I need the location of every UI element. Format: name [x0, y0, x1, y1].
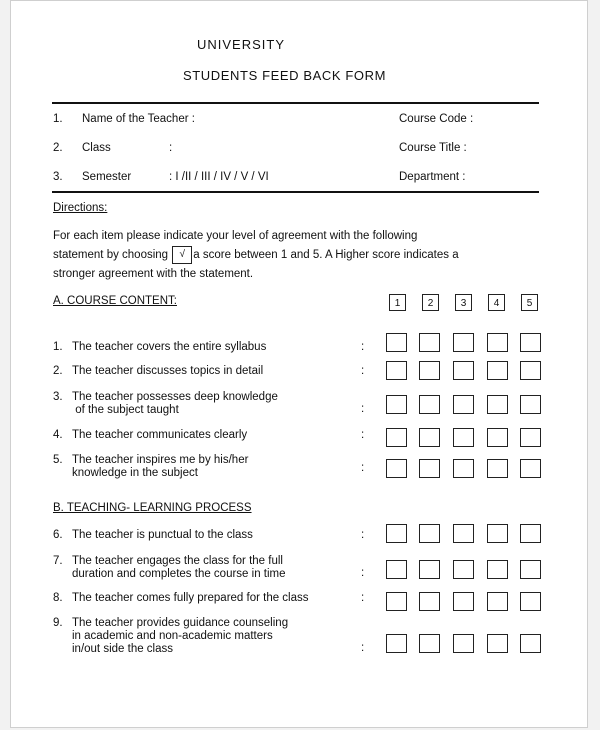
item-text	[72, 617, 288, 656]
section-b-heading: B. TEACHING- LEARNING PROCESS	[53, 502, 252, 514]
item-text	[72, 529, 253, 542]
rating-checkbox-3[interactable]	[453, 592, 474, 611]
rating-item-2	[53, 365, 263, 378]
rating-checkbox-1[interactable]	[386, 524, 407, 543]
item-text-line: in/out side the class	[72, 643, 174, 655]
department-label: Department :	[399, 171, 466, 183]
rating-item-5	[53, 454, 248, 480]
item-text-line: knowledge in the subject	[72, 467, 198, 479]
directions-line-2	[53, 246, 537, 265]
rating-checkbox-5[interactable]	[520, 592, 541, 611]
form-page	[10, 0, 588, 728]
directions-line-2-start: statement by choosing	[53, 249, 169, 262]
item-text	[72, 592, 309, 605]
top-divider	[52, 102, 539, 104]
item-colon: :	[361, 642, 365, 654]
rating-checkbox-4[interactable]	[487, 560, 508, 579]
rating-item-7	[53, 555, 286, 581]
item-colon: :	[361, 462, 365, 474]
item-text-line: The teacher inspires me by his/her	[72, 454, 249, 466]
course-title-label: Course Title :	[399, 142, 467, 154]
rating-checkbox-1[interactable]	[386, 428, 407, 447]
rating-checkbox-3[interactable]	[453, 560, 474, 579]
rating-checkbox-2[interactable]	[419, 459, 440, 478]
item-colon: :	[361, 365, 365, 377]
item-number: 1.	[53, 341, 63, 353]
rating-checkbox-3[interactable]	[453, 333, 474, 352]
rating-checkbox-4[interactable]	[487, 361, 508, 380]
rating-checkbox-5[interactable]	[520, 428, 541, 447]
item-number: 9.	[53, 617, 63, 629]
item-text-line: The teacher provides guidance counseling	[72, 617, 289, 629]
rating-checkbox-5[interactable]	[520, 395, 541, 414]
rating-checkbox-1[interactable]	[386, 560, 407, 579]
scale-label-1: 1	[389, 294, 406, 311]
rating-item-1	[53, 341, 266, 354]
semester-options: : I /II / III / IV / V / VI	[169, 171, 269, 183]
rating-checkbox-5[interactable]	[520, 560, 541, 579]
rating-checkbox-2[interactable]	[419, 428, 440, 447]
rating-checkbox-5[interactable]	[520, 333, 541, 352]
item-colon: :	[361, 592, 365, 604]
rating-checkbox-2[interactable]	[419, 361, 440, 380]
item-colon: :	[361, 341, 365, 353]
directions-line-1: For each item please indicate your level of agreement with the following	[53, 230, 418, 242]
rating-checkbox-4[interactable]	[487, 333, 508, 352]
class-colon: :	[169, 142, 173, 154]
rating-item-6	[53, 529, 253, 542]
rating-checkbox-5[interactable]	[520, 634, 541, 653]
item-text-line: duration and completes the course in time	[72, 568, 286, 580]
item-text-line: The teacher is punctual to the class	[72, 529, 253, 541]
item-number: 8.	[53, 592, 63, 604]
item-number: 7.	[53, 555, 63, 567]
row3-number: 3.	[53, 171, 63, 183]
item-number: 4.	[53, 429, 63, 441]
item-text	[72, 555, 286, 581]
rating-checkbox-3[interactable]	[453, 395, 474, 414]
university-heading: UNIVERSITY	[197, 37, 286, 52]
item-text-line: of the subject taught	[72, 404, 179, 416]
item-text	[72, 454, 248, 480]
item-text-line: The teacher communicates clearly	[72, 429, 248, 441]
scale-label-2: 2	[422, 294, 439, 311]
rating-checkbox-2[interactable]	[419, 634, 440, 653]
row2-number: 2.	[53, 142, 63, 154]
rating-checkbox-3[interactable]	[453, 361, 474, 380]
scale-label-5: 5	[521, 294, 538, 311]
rating-checkbox-1[interactable]	[386, 592, 407, 611]
item-text-line: The teacher discusses topics in detail	[72, 365, 264, 377]
item-text	[72, 341, 266, 354]
rating-checkbox-2[interactable]	[419, 333, 440, 352]
rating-item-9	[53, 617, 288, 656]
item-text	[72, 429, 247, 442]
rating-checkbox-5[interactable]	[520, 459, 541, 478]
item-colon: :	[361, 567, 365, 579]
rating-item-8	[53, 592, 309, 605]
rating-checkbox-1[interactable]	[386, 634, 407, 653]
rating-checkbox-4[interactable]	[487, 428, 508, 447]
rating-checkbox-4[interactable]	[487, 459, 508, 478]
rating-checkbox-2[interactable]	[419, 395, 440, 414]
rating-checkbox-1[interactable]	[386, 361, 407, 380]
item-text-line: The teacher comes fully prepared for the class	[72, 592, 309, 604]
rating-item-3	[53, 391, 278, 417]
item-colon: :	[361, 403, 365, 415]
directions-line-2-end: a score between 1 and 5. A Higher score indicates a	[193, 249, 459, 262]
item-number: 3.	[53, 391, 63, 403]
form-title: STUDENTS FEED BACK FORM	[183, 68, 387, 83]
item-colon: :	[361, 429, 365, 441]
directions-line-3: stronger agreement with the statement.	[53, 268, 254, 280]
rating-checkbox-5[interactable]	[520, 524, 541, 543]
class-label: Class	[82, 142, 111, 154]
rating-checkbox-1[interactable]	[386, 333, 407, 352]
section-a-heading: A. COURSE CONTENT:	[53, 295, 177, 307]
scale-label-4: 4	[488, 294, 505, 311]
scale-label-3: 3	[455, 294, 472, 311]
item-number: 5.	[53, 454, 63, 466]
rating-checkbox-4[interactable]	[487, 524, 508, 543]
item-text	[72, 365, 263, 378]
semester-label: Semester	[82, 171, 132, 183]
course-code-label: Course Code :	[399, 113, 474, 125]
check-mark-box: √	[172, 246, 192, 264]
item-colon: :	[361, 529, 365, 541]
rating-checkbox-4[interactable]	[487, 634, 508, 653]
item-text-line: The teacher possesses deep knowledge	[72, 391, 278, 403]
rating-checkbox-2[interactable]	[419, 524, 440, 543]
directions-heading: Directions:	[53, 202, 108, 214]
rating-checkbox-3[interactable]	[453, 428, 474, 447]
rating-checkbox-4[interactable]	[487, 592, 508, 611]
item-number: 6.	[53, 529, 63, 541]
rating-checkbox-2[interactable]	[419, 560, 440, 579]
teacher-name-label: Name of the Teacher :	[82, 113, 195, 125]
item-text	[72, 391, 278, 417]
rating-checkbox-3[interactable]	[453, 634, 474, 653]
rating-checkbox-1[interactable]	[386, 459, 407, 478]
rating-checkbox-5[interactable]	[520, 361, 541, 380]
rating-checkbox-4[interactable]	[487, 395, 508, 414]
rating-checkbox-1[interactable]	[386, 395, 407, 414]
item-text-line: The teacher covers the entire syllabus	[72, 341, 267, 353]
item-text-line: The teacher engages the class for the full	[72, 555, 283, 567]
rating-checkbox-2[interactable]	[419, 592, 440, 611]
info-divider	[52, 191, 539, 193]
item-number: 2.	[53, 365, 63, 377]
rating-checkbox-3[interactable]	[453, 459, 474, 478]
row1-number: 1.	[53, 113, 63, 125]
rating-item-4	[53, 429, 247, 442]
rating-checkbox-3[interactable]	[453, 524, 474, 543]
item-text-line: in academic and non-academic matters	[72, 630, 273, 642]
